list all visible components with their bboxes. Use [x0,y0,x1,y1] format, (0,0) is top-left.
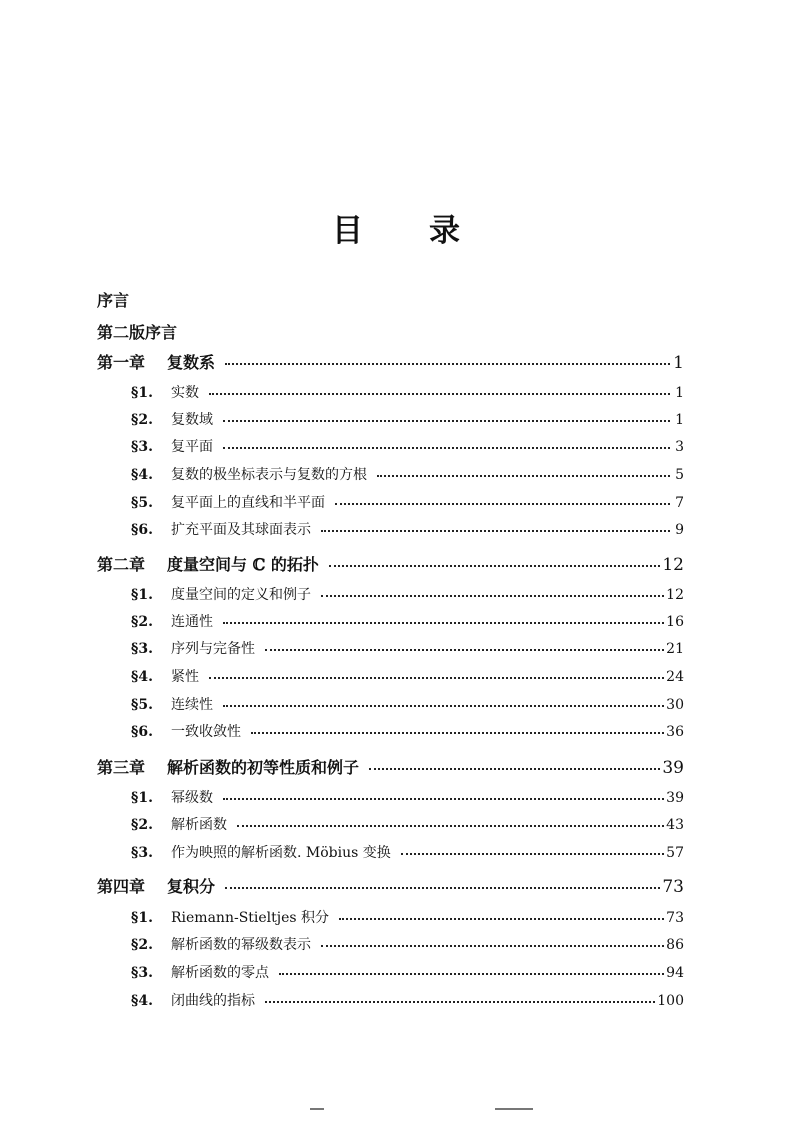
section-title: 解析函数的幂级数表示 [171,937,311,953]
dot-leader [279,973,664,975]
page-number: 36 [666,724,684,740]
scan-speck [495,1108,533,1110]
front-matter-second-preface: 第二版序言 [97,323,178,342]
section-number: §2. [131,614,153,630]
toc-section [131,492,684,512]
page-number: 94 [666,965,684,981]
dot-leader [223,705,664,707]
dot-leader [209,677,664,679]
page-title [332,205,462,250]
toc-section [131,934,684,954]
page-number: 57 [666,845,684,861]
dot-leader [329,565,660,567]
dot-leader [377,475,670,477]
section-number: §5. [131,495,153,511]
section-title: 复数域 [171,412,213,428]
toc-section [131,990,684,1010]
page-number: 5 [675,467,684,483]
section-number: §4. [131,467,153,483]
toc-chapter [97,755,684,778]
section-title: 序列与完备性 [171,641,255,657]
section-title: 复平面 [171,439,213,455]
dot-leader [321,530,670,532]
page-number: 86 [666,937,684,953]
page-number: 100 [657,993,684,1009]
chapter-title: 复积分 [167,877,216,896]
page-number: 12 [666,587,684,603]
toc-section [131,842,684,862]
section-title: 解析函数的零点 [171,965,269,981]
toc-section [131,721,684,741]
page-number: 3 [675,439,684,455]
chapter-number: 第一章 [97,353,146,372]
page-number: 1 [675,385,684,401]
chapter-label [97,350,215,373]
section-number: §1. [131,587,153,603]
dot-leader [223,420,670,422]
toc-section [131,666,684,686]
page-number: 1 [675,412,684,428]
section-title: 度量空间的定义和例子 [171,587,311,603]
section-title: 幂级数 [171,790,213,806]
page-number: 73 [666,910,684,926]
chapter-title: 解析函数的初等性质和例子 [167,758,360,777]
page-number: 16 [666,614,684,630]
toc-section [131,409,684,429]
toc-chapter [97,874,684,897]
dot-leader [335,503,670,505]
dot-leader [265,1001,655,1003]
section-number: §3. [131,439,153,455]
page-title-char-2: 录 [429,213,462,249]
page-number: 9 [675,522,684,538]
page-number: 30 [666,697,684,713]
dot-leader [223,622,664,624]
page-number: 12 [662,555,684,575]
section-number: §2. [131,817,153,833]
dot-leader [401,853,664,855]
section-title: 复数的极坐标表示与复数的方根 [171,467,367,483]
section-number: §2. [131,412,153,428]
chapter-title: 复数系 [167,353,216,372]
front-matter-preface: 序言 [97,291,130,310]
section-number: §6. [131,522,153,538]
section-number: §1. [131,910,153,926]
section-number: §3. [131,965,153,981]
section-number: §4. [131,669,153,685]
dot-leader [225,887,660,889]
dot-leader [339,918,664,920]
section-number: §3. [131,641,153,657]
chapter-number: 第四章 [97,877,146,896]
section-title: 实数 [171,385,199,401]
section-number: §1. [131,790,153,806]
toc-section [131,787,684,807]
section-title: 紧性 [171,669,199,685]
page-number: 24 [666,669,684,685]
toc-section [131,382,684,402]
dot-leader [265,649,664,651]
section-number: §3. [131,845,153,861]
toc-chapter [97,350,684,373]
dot-leader [251,732,664,734]
page-number: 43 [666,817,684,833]
dot-leader [209,393,670,395]
chapter-title: 度量空间与 ℂ 的拓扑 [167,555,319,574]
section-title: 连续性 [171,697,213,713]
section-number: §4. [131,993,153,1009]
chapter-number: 第三章 [97,758,146,777]
toc-section [131,694,684,714]
dot-leader [223,447,670,449]
page-number: 1 [673,353,684,373]
dot-leader [321,945,664,947]
toc-section [131,611,684,631]
section-title: 复平面上的直线和半平面 [171,495,325,511]
section-title: 作为映照的解析函数. Möbius 变换 [171,845,391,861]
toc-section [131,907,684,927]
section-number: §6. [131,724,153,740]
section-title: 扩充平面及其球面表示 [171,522,311,538]
toc-section [131,638,684,658]
section-title: 一致收敛性 [171,724,241,740]
section-number: §2. [131,937,153,953]
toc-section [131,814,684,834]
page-number: 39 [666,790,684,806]
section-number: §5. [131,697,153,713]
toc-section [131,584,684,604]
dot-leader [321,595,664,597]
toc-section [131,464,684,484]
toc-section [131,962,684,982]
section-title: Riemann-Stieltjes 积分 [171,910,330,926]
dot-leader [369,768,660,770]
dot-leader [223,798,664,800]
page-number: 73 [662,877,684,897]
section-title: 解析函数 [171,817,227,833]
section-number: §1. [131,385,153,401]
dot-leader [225,363,670,365]
toc-chapter [97,552,684,575]
page-number: 21 [666,641,684,657]
section-title: 闭曲线的指标 [171,993,255,1009]
toc-section [131,436,684,456]
toc-section [131,519,684,539]
section-title: 连通性 [171,614,213,630]
chapter-number: 第二章 [97,555,146,574]
page-number: 39 [662,758,684,778]
scan-speck [310,1108,324,1110]
page-number: 7 [675,495,684,511]
page-title-char-1: 目 [332,213,365,249]
dot-leader [237,825,664,827]
